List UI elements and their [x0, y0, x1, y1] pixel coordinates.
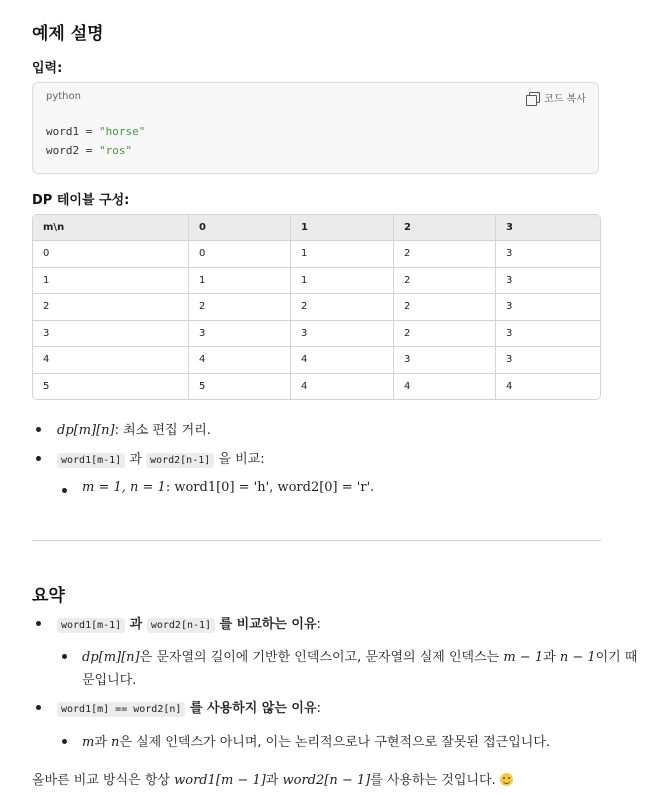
table-cell: 3 [189, 321, 291, 348]
table-header-cell: 2 [394, 215, 496, 241]
table-row [33, 241, 600, 268]
input-label: 입력: [32, 61, 63, 76]
table-row [33, 268, 600, 295]
table-header-cell: m\n [33, 215, 189, 241]
table-cell: 2 [394, 321, 496, 348]
bullet [62, 488, 67, 493]
bullet [36, 705, 41, 710]
code-language: python [46, 91, 81, 102]
table-cell: 5 [33, 374, 189, 400]
table-cell: 2 [291, 294, 394, 321]
bullet [62, 739, 67, 744]
bullet [36, 427, 41, 432]
table-cell: 4 [33, 347, 189, 374]
table-cell: 3 [394, 347, 496, 374]
code-block [32, 82, 599, 174]
table-cell: 4 [291, 347, 394, 374]
table-cell: 3 [291, 321, 394, 348]
table-cell: 3 [33, 321, 189, 348]
copy-code-label: 코드 복사 [544, 94, 586, 105]
table-row [33, 347, 600, 374]
table-cell: 0 [189, 241, 291, 268]
dp-table [32, 214, 601, 400]
table-cell: 4 [506, 380, 513, 392]
bullet [36, 621, 41, 626]
table-row [33, 321, 600, 348]
table-cell: 3 [496, 321, 600, 348]
table-cell: 2 [33, 294, 189, 321]
table-cell: 1 [189, 268, 291, 295]
table-header-cell: 3 [496, 215, 600, 241]
table-cell: 2 [189, 294, 291, 321]
smiling-face-icon [500, 773, 513, 786]
table-row [33, 374, 600, 400]
summary-sub-bullet-1: dp[m][n]은 문자열의 길이에 기반한 인덱스이고, 문자열의 실제 인덱스는 m − 1과 n − 1이기 때 [82, 650, 638, 665]
table-header-row [33, 215, 600, 241]
table-cell: 0 [33, 241, 189, 268]
sub-bullet-example: m = 1, n = 1: word1[0] = 'h', word2[0] = 'r'. [82, 480, 375, 495]
table-cell: 4 [394, 374, 496, 400]
summary-heading: 요약 [32, 586, 65, 606]
summary-sub-bullet-1-cont: 문입니다. [82, 673, 137, 688]
table-cell: 1 [291, 268, 394, 295]
summary-bullet-reason: word1[m-1] 과 word2[n-1] 를 비교하는 이유: [57, 613, 321, 632]
table-cell: 1 [33, 268, 189, 295]
table-cell: 1 [291, 241, 394, 268]
table-cell: 2 [394, 268, 496, 295]
table-cell: 3 [496, 268, 600, 295]
bullet-compare: word1[m-1] 과 word2[n-1] 을 비교: [57, 448, 265, 467]
table-cell: 3 [496, 294, 600, 321]
table-cell: 3 [496, 347, 600, 374]
bullet [36, 456, 41, 461]
table-cell: 2 [394, 294, 496, 321]
table-cell: 5 [189, 374, 291, 400]
table-cell: 2 [394, 241, 496, 268]
table-cell: 3 [496, 241, 600, 268]
code-line-2: word2 = "ros" [46, 144, 133, 157]
bullet-dp-definition: dp[m][n]: 최소 편집 거리. [57, 423, 211, 438]
copy-code-button[interactable] [529, 90, 586, 105]
dp-table-label: DP 테이블 구성: [32, 193, 130, 208]
bullet [62, 654, 67, 659]
table-row [33, 294, 600, 321]
copy-icon [529, 92, 540, 103]
example-heading: 예제 설명 [32, 24, 104, 44]
table-cell: 4 [189, 347, 291, 374]
code-line-1: word1 = "horse" [46, 125, 146, 138]
summary-final-line: 올바른 비교 방식은 항상 word1[m − 1]과 word2[n − 1]를 사용하는 것입니다. [32, 769, 513, 788]
divider [32, 540, 601, 541]
summary-bullet-not-used: word1[m] == word2[n] 를 사용하지 않는 이유: [57, 697, 321, 716]
table-cell: 4 [291, 374, 394, 400]
table-header-cell: 0 [189, 215, 291, 241]
table-header-cell: 1 [291, 215, 394, 241]
summary-sub-bullet-2: m과 n은 실제 인덱스가 아니며, 이는 논리적으로나 구현적으로 잘못된 접근입니다. [82, 735, 551, 750]
